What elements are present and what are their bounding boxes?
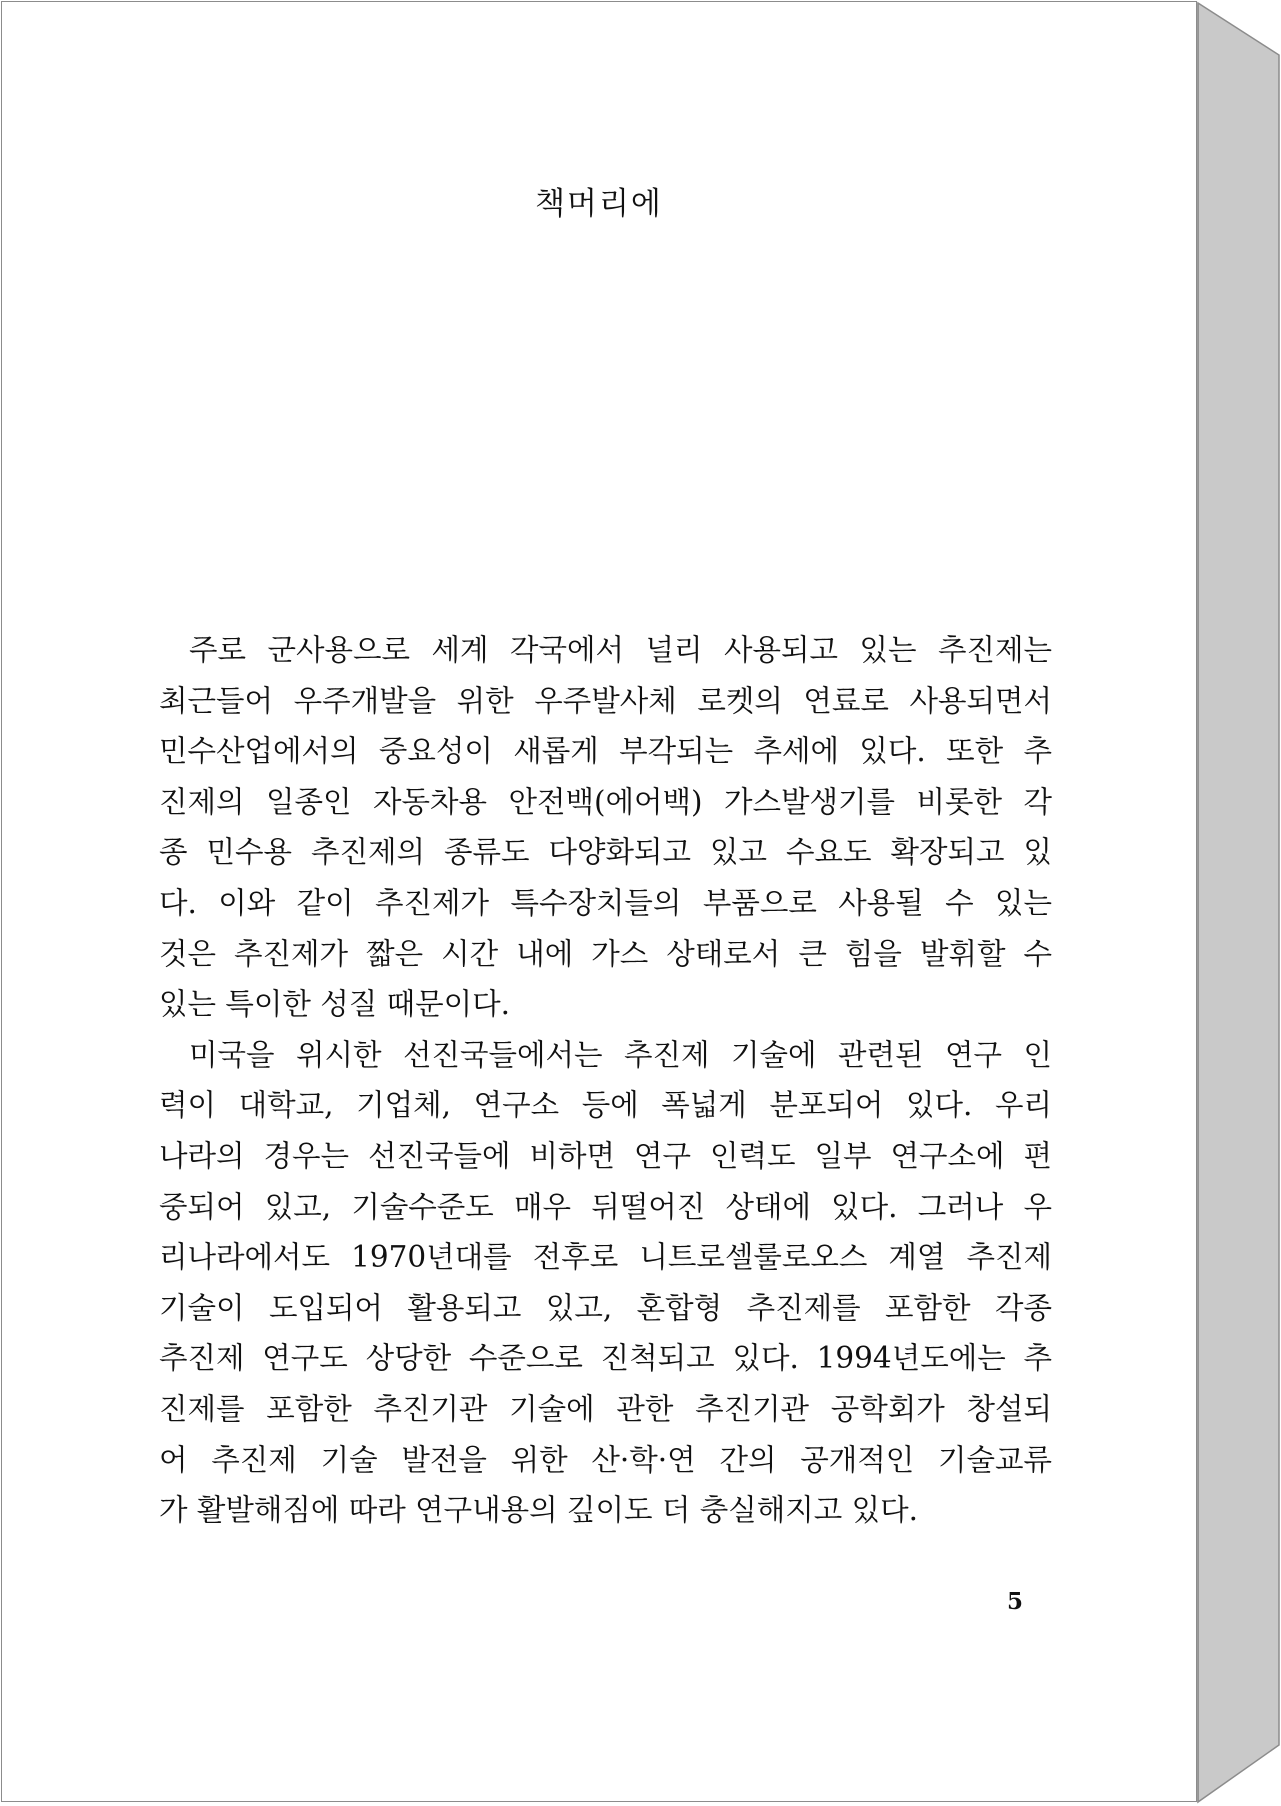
text-line: 진제를 포함한 추진기관 기술에 관한 추진기관 공학회가 창설되 [159, 1391, 1052, 1426]
text-line: 것은 추진제가 짧은 시간 내에 가스 상태로서 큰 힘을 발휘할 수 [159, 936, 1052, 971]
text-line: 어 추진제 기술 발전을 위한 산·학·연 간의 공개적인 기술교류 [159, 1442, 1052, 1477]
book-page [1, 1, 1197, 1802]
text-line: 다. 이와 같이 추진제가 특수장치들의 부품으로 사용될 수 있는 [159, 885, 1052, 920]
text-line: 종 민수용 추진제의 종류도 다양화되고 있고 수요도 확장되고 있 [159, 835, 1052, 870]
text-line: 가 활발해짐에 따라 연구내용의 깊이도 더 충실해지고 있다. [159, 1493, 918, 1528]
text-line: 력이 대학교, 기업체, 연구소 등에 폭넓게 분포되어 있다. 우리 [159, 1088, 1052, 1123]
text-line: 중되어 있고, 기술수준도 매우 뒤떨어진 상태에 있다. 그러나 우 [159, 1189, 1052, 1224]
paragraph-1 [159, 625, 1052, 1030]
page-body [159, 625, 1052, 1536]
page-title: 책머리에 [535, 186, 663, 222]
text-line: 주로 군사용으로 세계 각국에서 널리 사용되고 있는 추진제는 [189, 633, 1052, 667]
text-line: 민수산업에서의 중요성이 새롭게 부각되는 추세에 있다. 또한 추 [159, 734, 1052, 769]
text-line: 미국을 위시한 선진국들에서는 추진제 기술에 관련된 연구 인 [189, 1037, 1052, 1072]
text-line: 있는 특이한 성질 때문이다. [159, 987, 510, 1022]
text-line: 최근들어 우주개발을 위한 우주발사체 로켓의 연료로 사용되면서 [159, 683, 1052, 718]
text-line: 진제의 일종인 자동차용 안전백(에어백) 가스발생기를 비롯한 각 [159, 784, 1052, 819]
paragraph-2 [159, 1030, 1052, 1536]
text-line: 리나라에서도 1970년대를 전후로 니트로셀룰로오스 계열 추진제 [159, 1240, 1052, 1275]
text-line: 추진제 연구도 상당한 수준으로 진척되고 있다. 1994년도에는 추 [159, 1341, 1052, 1376]
text-line: 나라의 경우는 선진국들에 비하면 연구 인력도 일부 연구소에 편 [159, 1138, 1052, 1173]
page-number: 5 [1007, 1588, 1024, 1615]
text-line: 기술이 도입되어 활용되고 있고, 혼합형 추진제를 포함한 각종 [159, 1290, 1052, 1325]
